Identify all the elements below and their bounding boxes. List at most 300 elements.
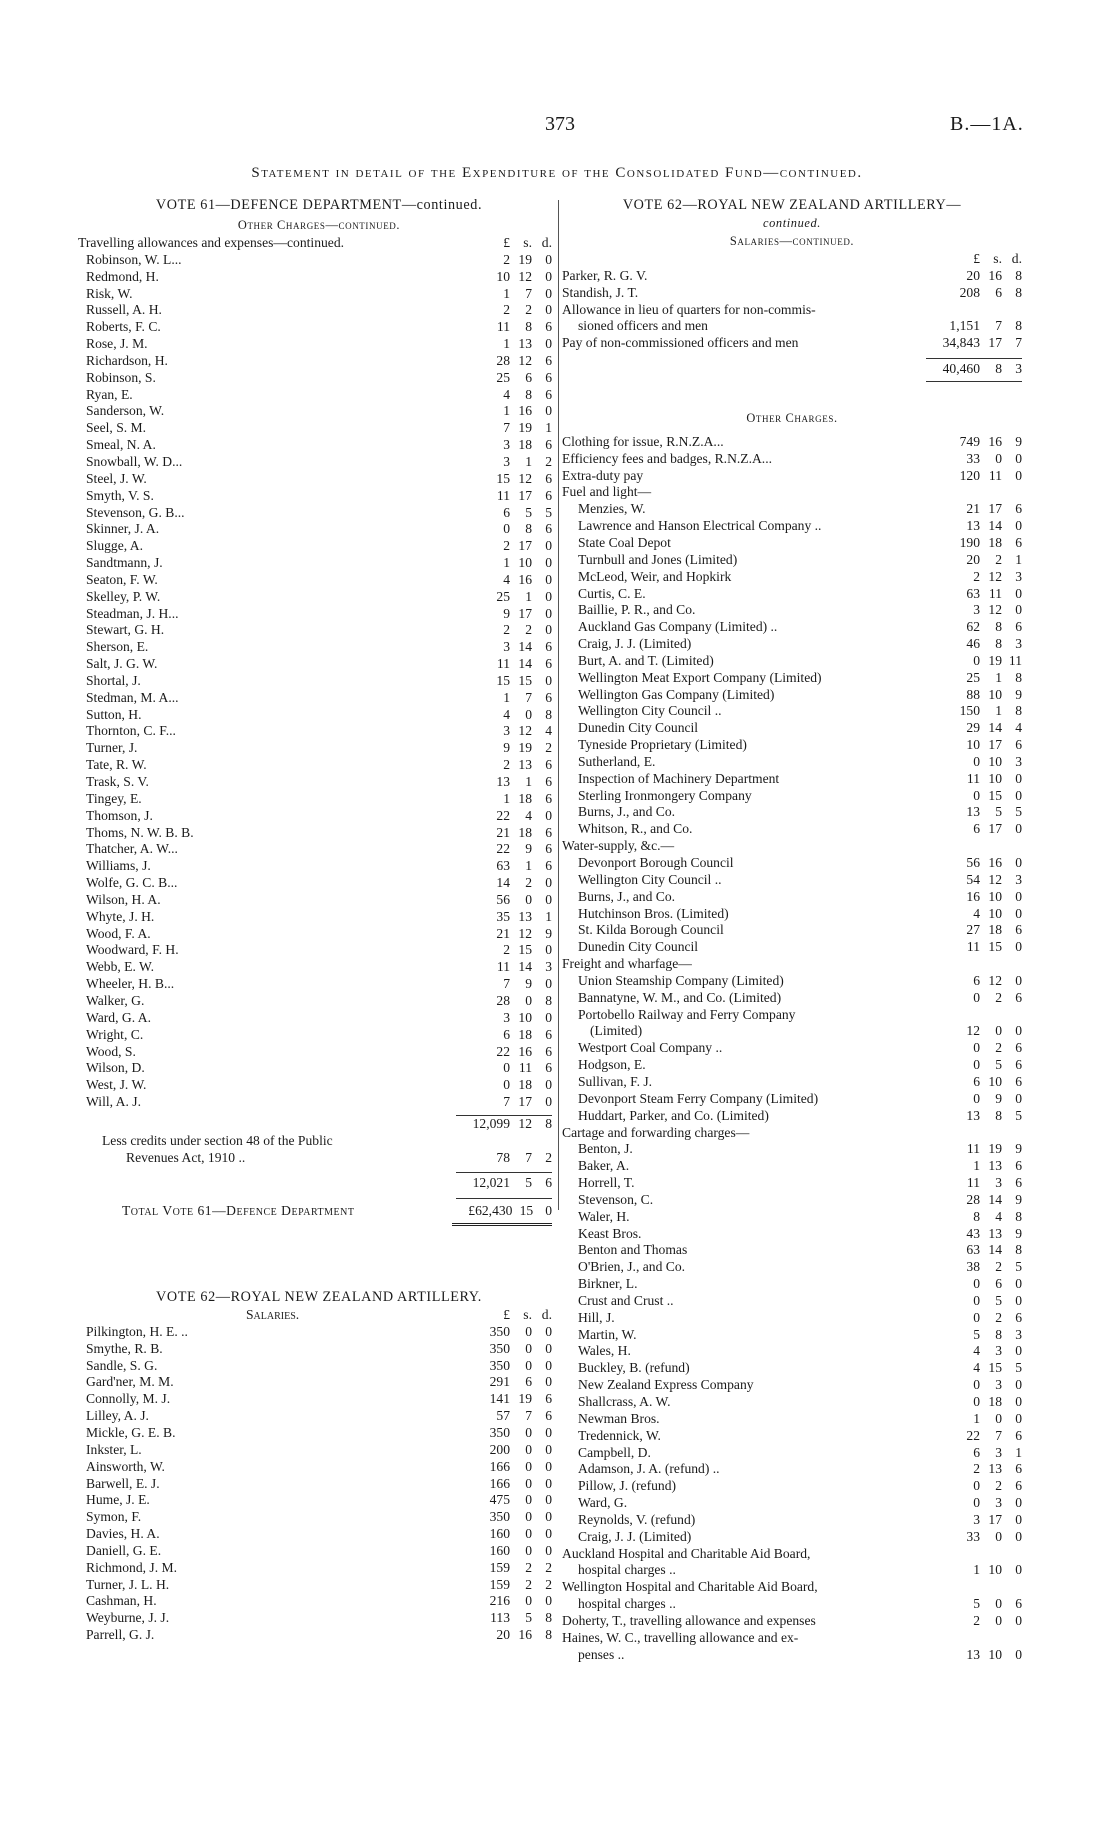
table-row [86, 942, 552, 959]
amount-pence: 6 [545, 1391, 552, 1407]
amount-pence: 9 [1015, 433, 1022, 449]
entry-name: Crust and Crust .. [578, 1292, 674, 1308]
entry-name: Wilson, H. A. [86, 891, 161, 907]
amount-pence: 6 [545, 1408, 552, 1424]
entry-name: Auckland Gas Company (Limited) .. [578, 619, 778, 635]
table-row [86, 403, 552, 420]
amount-shillings: 2 [995, 989, 1002, 1005]
entry-name: Lilley, A. J. [86, 1408, 149, 1424]
table-row [86, 572, 552, 589]
table-row [562, 302, 1022, 319]
other-charges-heading: Other Charges. [746, 410, 838, 425]
table-row [562, 1562, 1022, 1579]
table-row [562, 687, 1022, 704]
amount-pounds: 28 [496, 352, 510, 368]
amount-pence: 0 [1015, 602, 1022, 618]
vote62-heading: VOTE 62—ROYAL NEW ZEALAND ARTILLERY. [156, 1289, 482, 1306]
table-row [562, 1226, 1022, 1243]
col-pence-header: d. [541, 235, 552, 250]
right-col-pounds-header: £ [973, 251, 980, 266]
amount-shillings: 13 [518, 908, 532, 924]
table-row [86, 909, 552, 926]
salaries-label: Salaries. [246, 1307, 300, 1323]
less-pounds: 78 [496, 1149, 510, 1165]
section-label: Travelling allowances and expenses—continued. [78, 235, 345, 250]
amount-pence: 8 [545, 1627, 552, 1643]
entry-name: Ainsworth, W. [86, 1458, 165, 1474]
amount-shillings: 0 [525, 1509, 532, 1525]
amount-pence: 0 [1015, 1495, 1022, 1511]
entry-name: Portobello Railway and Ferry Company [578, 1006, 796, 1022]
amount-pence: 6 [1015, 1057, 1022, 1073]
col-shillings-header: s. [523, 235, 532, 250]
entry-name: Turner, J. L. H. [86, 1576, 170, 1592]
amount-pence: 6 [545, 858, 552, 874]
amount-shillings: 3 [995, 1495, 1002, 1511]
amount-shillings: 16 [988, 267, 1002, 283]
table-row [562, 1108, 1022, 1125]
table-row [86, 387, 552, 404]
amount-pence: 6 [545, 790, 552, 806]
amount-pence: 0 [545, 976, 552, 992]
amount-shillings: 5 [995, 804, 1002, 820]
amount-pounds: 10 [496, 268, 510, 284]
entry-name: Turnbull and Jones (Limited) [578, 551, 738, 567]
amount-pence: 0 [1015, 888, 1022, 904]
amount-pounds: 159 [489, 1576, 510, 1592]
entry-name: Huddart, Parker, and Co. (Limited) [578, 1107, 769, 1123]
table-row [86, 1627, 552, 1644]
subtotal-row [86, 1116, 552, 1133]
amount-shillings: 0 [525, 706, 532, 722]
amount-pence: 0 [1015, 939, 1022, 955]
subtotal-pounds: 12,099 [472, 1115, 510, 1131]
table-row [86, 538, 552, 555]
amount-shillings: 12 [518, 925, 532, 941]
salaries-total-row [562, 361, 1022, 378]
amount-pence: 0 [1015, 450, 1022, 466]
entry-name: Horrell, T. [578, 1175, 635, 1191]
amount-shillings: 19 [518, 740, 532, 756]
table-row [562, 1343, 1022, 1360]
amount-shillings: 14 [988, 1191, 1002, 1207]
entry-name: Tingey, E. [86, 790, 142, 806]
table-row [562, 973, 1022, 990]
entry-name: State Coal Depot [578, 534, 671, 550]
amount-pence: 7 [1015, 335, 1022, 351]
amount-pence: 6 [1015, 1309, 1022, 1325]
entry-name: Russell, A. H. [86, 302, 162, 318]
amount-pence: 9 [1015, 1141, 1022, 1157]
amount-pounds: 56 [966, 855, 980, 870]
amount-pounds: 3 [973, 602, 980, 618]
table-row [562, 518, 1022, 535]
amount-pounds: 6 [973, 972, 980, 988]
amount-pence: 0 [545, 891, 552, 907]
entry-name: Craig, J. J. (Limited) [578, 636, 692, 652]
table-row [86, 1374, 552, 1391]
other-charges-list [562, 434, 1022, 1664]
entry-name: Sherson, E. [86, 639, 149, 655]
entry-name: Adamson, J. A. (refund) .. [578, 1461, 720, 1477]
subtotal-pence: 8 [545, 1115, 552, 1131]
table-row [86, 1391, 552, 1408]
amount-pounds: 475 [489, 1492, 510, 1508]
table-row [562, 889, 1022, 906]
amount-pounds: 0 [973, 1057, 980, 1073]
salaries-total-pounds: 40,460 [942, 361, 980, 377]
amount-pence: 6 [1015, 1158, 1022, 1174]
amount-pence: 0 [545, 1441, 552, 1457]
amount-shillings: 10 [988, 770, 1002, 786]
amount-pence: 8 [1015, 318, 1022, 334]
amount-pence: 8 [1015, 267, 1022, 283]
amount-pounds: 21 [966, 501, 980, 517]
amount-shillings: 8 [995, 1326, 1002, 1342]
entry-name: Curtis, C. E. [578, 585, 646, 601]
table-row [86, 1593, 552, 1610]
entry-name: sioned officers and men [578, 318, 708, 334]
entry-name: Thoms, N. W. B. B. [86, 824, 194, 840]
amount-pence: 0 [545, 1340, 552, 1356]
page-title: Statement in detail of the Expenditure of the Consolidated Fund—continued. [251, 165, 863, 181]
entry-name: Ward, G. [578, 1495, 628, 1511]
amount-shillings: 12 [518, 723, 532, 739]
amount-shillings: 0 [525, 1357, 532, 1373]
amount-pounds: 22 [496, 807, 510, 823]
salaries-cont-list [562, 268, 1022, 352]
table-row [562, 569, 1022, 586]
table-row [562, 855, 1022, 872]
amount-pence: 3 [1015, 636, 1022, 652]
amount-pounds: 22 [496, 1043, 510, 1059]
travelling-allowance-list [86, 252, 552, 1111]
amount-pence: 0 [545, 1425, 552, 1440]
entry-name: Sterling Ironmongery Company [578, 787, 752, 803]
amount-shillings: 13 [518, 757, 532, 773]
amount-pounds: 6 [973, 1073, 980, 1089]
amount-pounds: 22 [966, 1427, 980, 1443]
table-row [562, 703, 1022, 720]
amount-shillings: 8 [995, 1107, 1002, 1123]
entry-name: Steel, J. W. [86, 470, 147, 486]
entry-name: Benton and Thomas [578, 1242, 688, 1258]
net-shillings: 5 [525, 1175, 532, 1191]
amount-shillings: 14 [988, 720, 1002, 736]
entry-name: Burns, J., and Co. [578, 888, 676, 904]
entry-name: New Zealand Express Company [578, 1377, 754, 1393]
entry-name: Birkner, L. [578, 1276, 638, 1292]
amount-shillings: 13 [988, 1225, 1002, 1241]
amount-pounds: 0 [973, 1495, 980, 1511]
amount-shillings: 13 [988, 1158, 1002, 1174]
amount-pence: 0 [1015, 518, 1022, 534]
amount-shillings: 1 [995, 669, 1002, 685]
amount-pence: 0 [545, 538, 552, 554]
amount-shillings: 2 [525, 1559, 532, 1575]
subtotal-shillings: 12 [518, 1115, 532, 1131]
amount-pounds: 11 [966, 1175, 980, 1191]
amount-pounds: 12 [966, 1023, 980, 1039]
table-row [562, 788, 1022, 805]
amount-pounds: 350 [489, 1509, 510, 1525]
entry-name: Robinson, S. [86, 369, 156, 385]
amount-pence: 6 [545, 757, 552, 773]
amount-shillings: 10 [518, 555, 532, 571]
table-row [562, 906, 1022, 923]
amount-shillings: 17 [988, 501, 1002, 517]
amount-pence: 0 [545, 875, 552, 891]
entry-name: Richardson, H. [86, 352, 168, 368]
entry-name: Robinson, W. L... [86, 251, 182, 267]
entry-name: Thornton, C. F... [86, 723, 176, 739]
entry-name: Auckland Hospital and Charitable Aid Board, [562, 1545, 811, 1561]
table-row [86, 319, 552, 336]
section-header-row [78, 235, 552, 252]
amount-pounds: 166 [489, 1458, 510, 1474]
entry-name: Daniell, G. E. [86, 1542, 162, 1558]
amount-pounds: 749 [959, 433, 980, 449]
amount-pence: 6 [545, 841, 552, 857]
entry-name: Ward, G. A. [86, 1009, 151, 1025]
amount-shillings: 0 [525, 1526, 532, 1542]
col-pounds-header: £ [503, 235, 510, 250]
amount-pounds: 88 [966, 686, 980, 702]
amount-pounds: 63 [966, 585, 980, 601]
amount-shillings: 18 [518, 1026, 532, 1042]
amount-pounds: 62 [966, 619, 980, 635]
table-row [86, 1408, 552, 1425]
amount-pounds: 11 [496, 959, 510, 975]
amount-shillings: 0 [525, 992, 532, 1008]
amount-shillings: 5 [995, 1292, 1002, 1308]
amount-pounds: 3 [503, 1009, 510, 1025]
entry-name: St. Kilda Borough Council [578, 922, 724, 938]
entry-name: Inkster, L. [86, 1441, 142, 1457]
amount-shillings: 1 [525, 774, 532, 789]
amount-pounds: 0 [973, 652, 980, 668]
entry-name: Slugge, A. [86, 538, 144, 554]
table-row [562, 1007, 1022, 1024]
table-row [562, 1209, 1022, 1226]
amount-pence: 0 [545, 588, 552, 604]
entry-name: Devonport Steam Ferry Company (Limited) [578, 1090, 819, 1106]
amount-pence: 6 [1015, 534, 1022, 550]
table-row [86, 1526, 552, 1543]
amount-pence: 6 [545, 386, 552, 402]
entry-name: Rose, J. M. [86, 336, 148, 352]
entry-name: Keast Bros. [578, 1225, 642, 1241]
table-row [562, 1327, 1022, 1344]
entry-name: Wellington City Council .. [578, 871, 722, 887]
amount-pence: 0 [545, 1593, 552, 1609]
table-row [562, 1158, 1022, 1175]
table-row [562, 335, 1022, 352]
amount-pounds: 166 [489, 1475, 510, 1491]
table-row [562, 1546, 1022, 1563]
salaries-header-row [86, 1307, 552, 1324]
table-row [86, 1094, 552, 1111]
amount-pence: 6 [1015, 989, 1022, 1005]
amount-pence: 11 [1008, 652, 1022, 668]
amount-shillings: 12 [988, 972, 1002, 988]
amount-shillings: 3 [995, 1444, 1002, 1460]
amount-shillings: 10 [988, 905, 1002, 921]
entry-name: Wilson, D. [86, 1060, 145, 1076]
amount-pence: 0 [545, 1458, 552, 1474]
amount-shillings: 19 [988, 1141, 1002, 1157]
entry-name: Wellington City Council .. [578, 703, 722, 719]
table-row [86, 1060, 552, 1077]
entry-name: Devonport Borough Council [578, 855, 734, 870]
amount-shillings: 12 [518, 352, 532, 368]
entry-name: Richmond, J. M. [86, 1559, 178, 1575]
amount-pence: 0 [545, 942, 552, 958]
amount-pounds: 3 [503, 723, 510, 739]
amount-pence: 4 [1015, 720, 1022, 736]
amount-pence: 6 [545, 369, 552, 385]
amount-pounds: 190 [959, 534, 980, 550]
amount-pounds: 1 [503, 285, 510, 301]
entry-name: Bannatyne, W. M., and Co. (Limited) [578, 989, 782, 1005]
amount-shillings: 18 [988, 1394, 1002, 1409]
table-row [86, 437, 552, 454]
entry-name: Risk, W. [86, 285, 133, 301]
sal-col-shillings-header: s. [523, 1307, 532, 1323]
table-row [86, 892, 552, 909]
amount-shillings: 2 [525, 1576, 532, 1592]
entry-name: Efficiency fees and badges, R.N.Z.A... [562, 450, 773, 466]
vote61-total-label: Total Vote 61—Defence Department [122, 1203, 355, 1219]
table-row [86, 505, 552, 522]
amount-shillings: 3 [995, 1377, 1002, 1393]
entry-name: hospital charges .. [578, 1562, 676, 1578]
amount-pounds: 21 [496, 925, 510, 941]
table-row [86, 690, 552, 707]
amount-pounds: 57 [496, 1408, 510, 1424]
amount-pence: 8 [1015, 284, 1022, 300]
table-row [562, 653, 1022, 670]
amount-shillings: 18 [518, 437, 532, 453]
amount-pence: 6 [545, 487, 552, 503]
amount-shillings: 14 [518, 959, 532, 975]
amount-pounds: 25 [496, 369, 510, 385]
amount-shillings: 12 [988, 602, 1002, 618]
amount-shillings: 0 [995, 1612, 1002, 1628]
amount-shillings: 14 [518, 656, 532, 672]
amount-pence: 0 [1015, 1090, 1022, 1106]
amount-shillings: 17 [988, 737, 1002, 753]
amount-pounds: 4 [503, 706, 510, 722]
entry-name: Williams, J. [86, 858, 151, 874]
entry-name: Allowance in lieu of quarters for non-commis- [562, 301, 816, 317]
amount-pounds: 6 [503, 1026, 510, 1042]
amount-shillings: 8 [995, 619, 1002, 635]
entry-name: Stedman, M. A... [86, 689, 179, 705]
entry-name: Whitson, R., and Co. [578, 821, 693, 837]
amount-shillings: 2 [995, 1259, 1002, 1275]
amount-pence: 0 [545, 1492, 552, 1508]
amount-pounds: 291 [489, 1374, 510, 1390]
entry-name: Martin, W. [578, 1326, 637, 1342]
amount-pence: 0 [1015, 1410, 1022, 1426]
amount-pence: 0 [545, 1509, 552, 1525]
amount-pence: 0 [545, 605, 552, 621]
amount-pence: 6 [545, 774, 552, 789]
less-credits-row-2 [86, 1150, 552, 1167]
right-header-row [562, 251, 1022, 268]
amount-shillings: 7 [525, 285, 532, 301]
entry-name: Waler, H. [578, 1208, 630, 1224]
table-row [86, 606, 552, 623]
amount-shillings: 0 [525, 1323, 532, 1339]
amount-pounds: 13 [966, 1646, 980, 1662]
amount-pounds: 160 [489, 1526, 510, 1542]
table-row [562, 636, 1022, 653]
table-row [86, 555, 552, 572]
table-row [86, 673, 552, 690]
amount-shillings: 2 [995, 551, 1002, 567]
amount-pence: 6 [545, 1026, 552, 1042]
less-pence: 2 [545, 1149, 552, 1165]
entry-name: Parker, R. G. V. [562, 267, 648, 283]
entry-name: Water-supply, &c.— [562, 838, 675, 854]
table-row [86, 1324, 552, 1341]
amount-shillings: 18 [518, 1077, 532, 1093]
table-row [562, 1579, 1022, 1596]
amount-pounds: 29 [966, 720, 980, 736]
table-row [86, 454, 552, 471]
entry-name: Smeal, N. A. [86, 437, 156, 453]
amount-pounds: 25 [496, 588, 510, 604]
amount-pounds: 4 [503, 386, 510, 402]
amount-pounds: 7 [503, 1094, 510, 1110]
vote61-total-row [86, 1203, 552, 1220]
amount-pounds: 13 [966, 1107, 980, 1123]
entry-name: Trask, S. V. [86, 774, 149, 789]
amount-pounds: 216 [489, 1593, 510, 1609]
amount-pounds: 0 [973, 989, 980, 1005]
entry-name: Sandtmann, J. [86, 555, 163, 571]
amount-shillings: 11 [988, 467, 1002, 483]
amount-pence: 0 [545, 1323, 552, 1339]
amount-shillings: 1 [525, 588, 532, 604]
amount-pounds: 20 [966, 267, 980, 283]
amount-pounds: 56 [496, 891, 510, 907]
amount-pounds: 6 [503, 504, 510, 520]
amount-pounds: 1 [973, 1410, 980, 1426]
table-row [562, 451, 1022, 468]
amount-pence: 6 [545, 437, 552, 453]
amount-pounds: 1 [503, 336, 510, 352]
amount-shillings: 17 [988, 335, 1002, 351]
entry-name: Webb, E. W. [86, 959, 155, 975]
amount-pence: 0 [545, 336, 552, 352]
amount-pence: 9 [1015, 1191, 1022, 1207]
amount-pence: 0 [1015, 467, 1022, 483]
amount-pence: 5 [1015, 1107, 1022, 1123]
amount-pence: 0 [1015, 787, 1022, 803]
amount-pence: 0 [545, 285, 552, 301]
table-row [86, 1543, 552, 1560]
entry-name: penses .. [578, 1646, 625, 1662]
entry-name: Stevenson, C. [578, 1191, 654, 1207]
amount-pence: 0 [545, 403, 552, 419]
amount-pounds: 350 [489, 1357, 510, 1373]
amount-pounds: 14 [496, 875, 510, 891]
amount-pounds: 0 [973, 1478, 980, 1494]
amount-pence: 0 [1015, 1562, 1022, 1578]
